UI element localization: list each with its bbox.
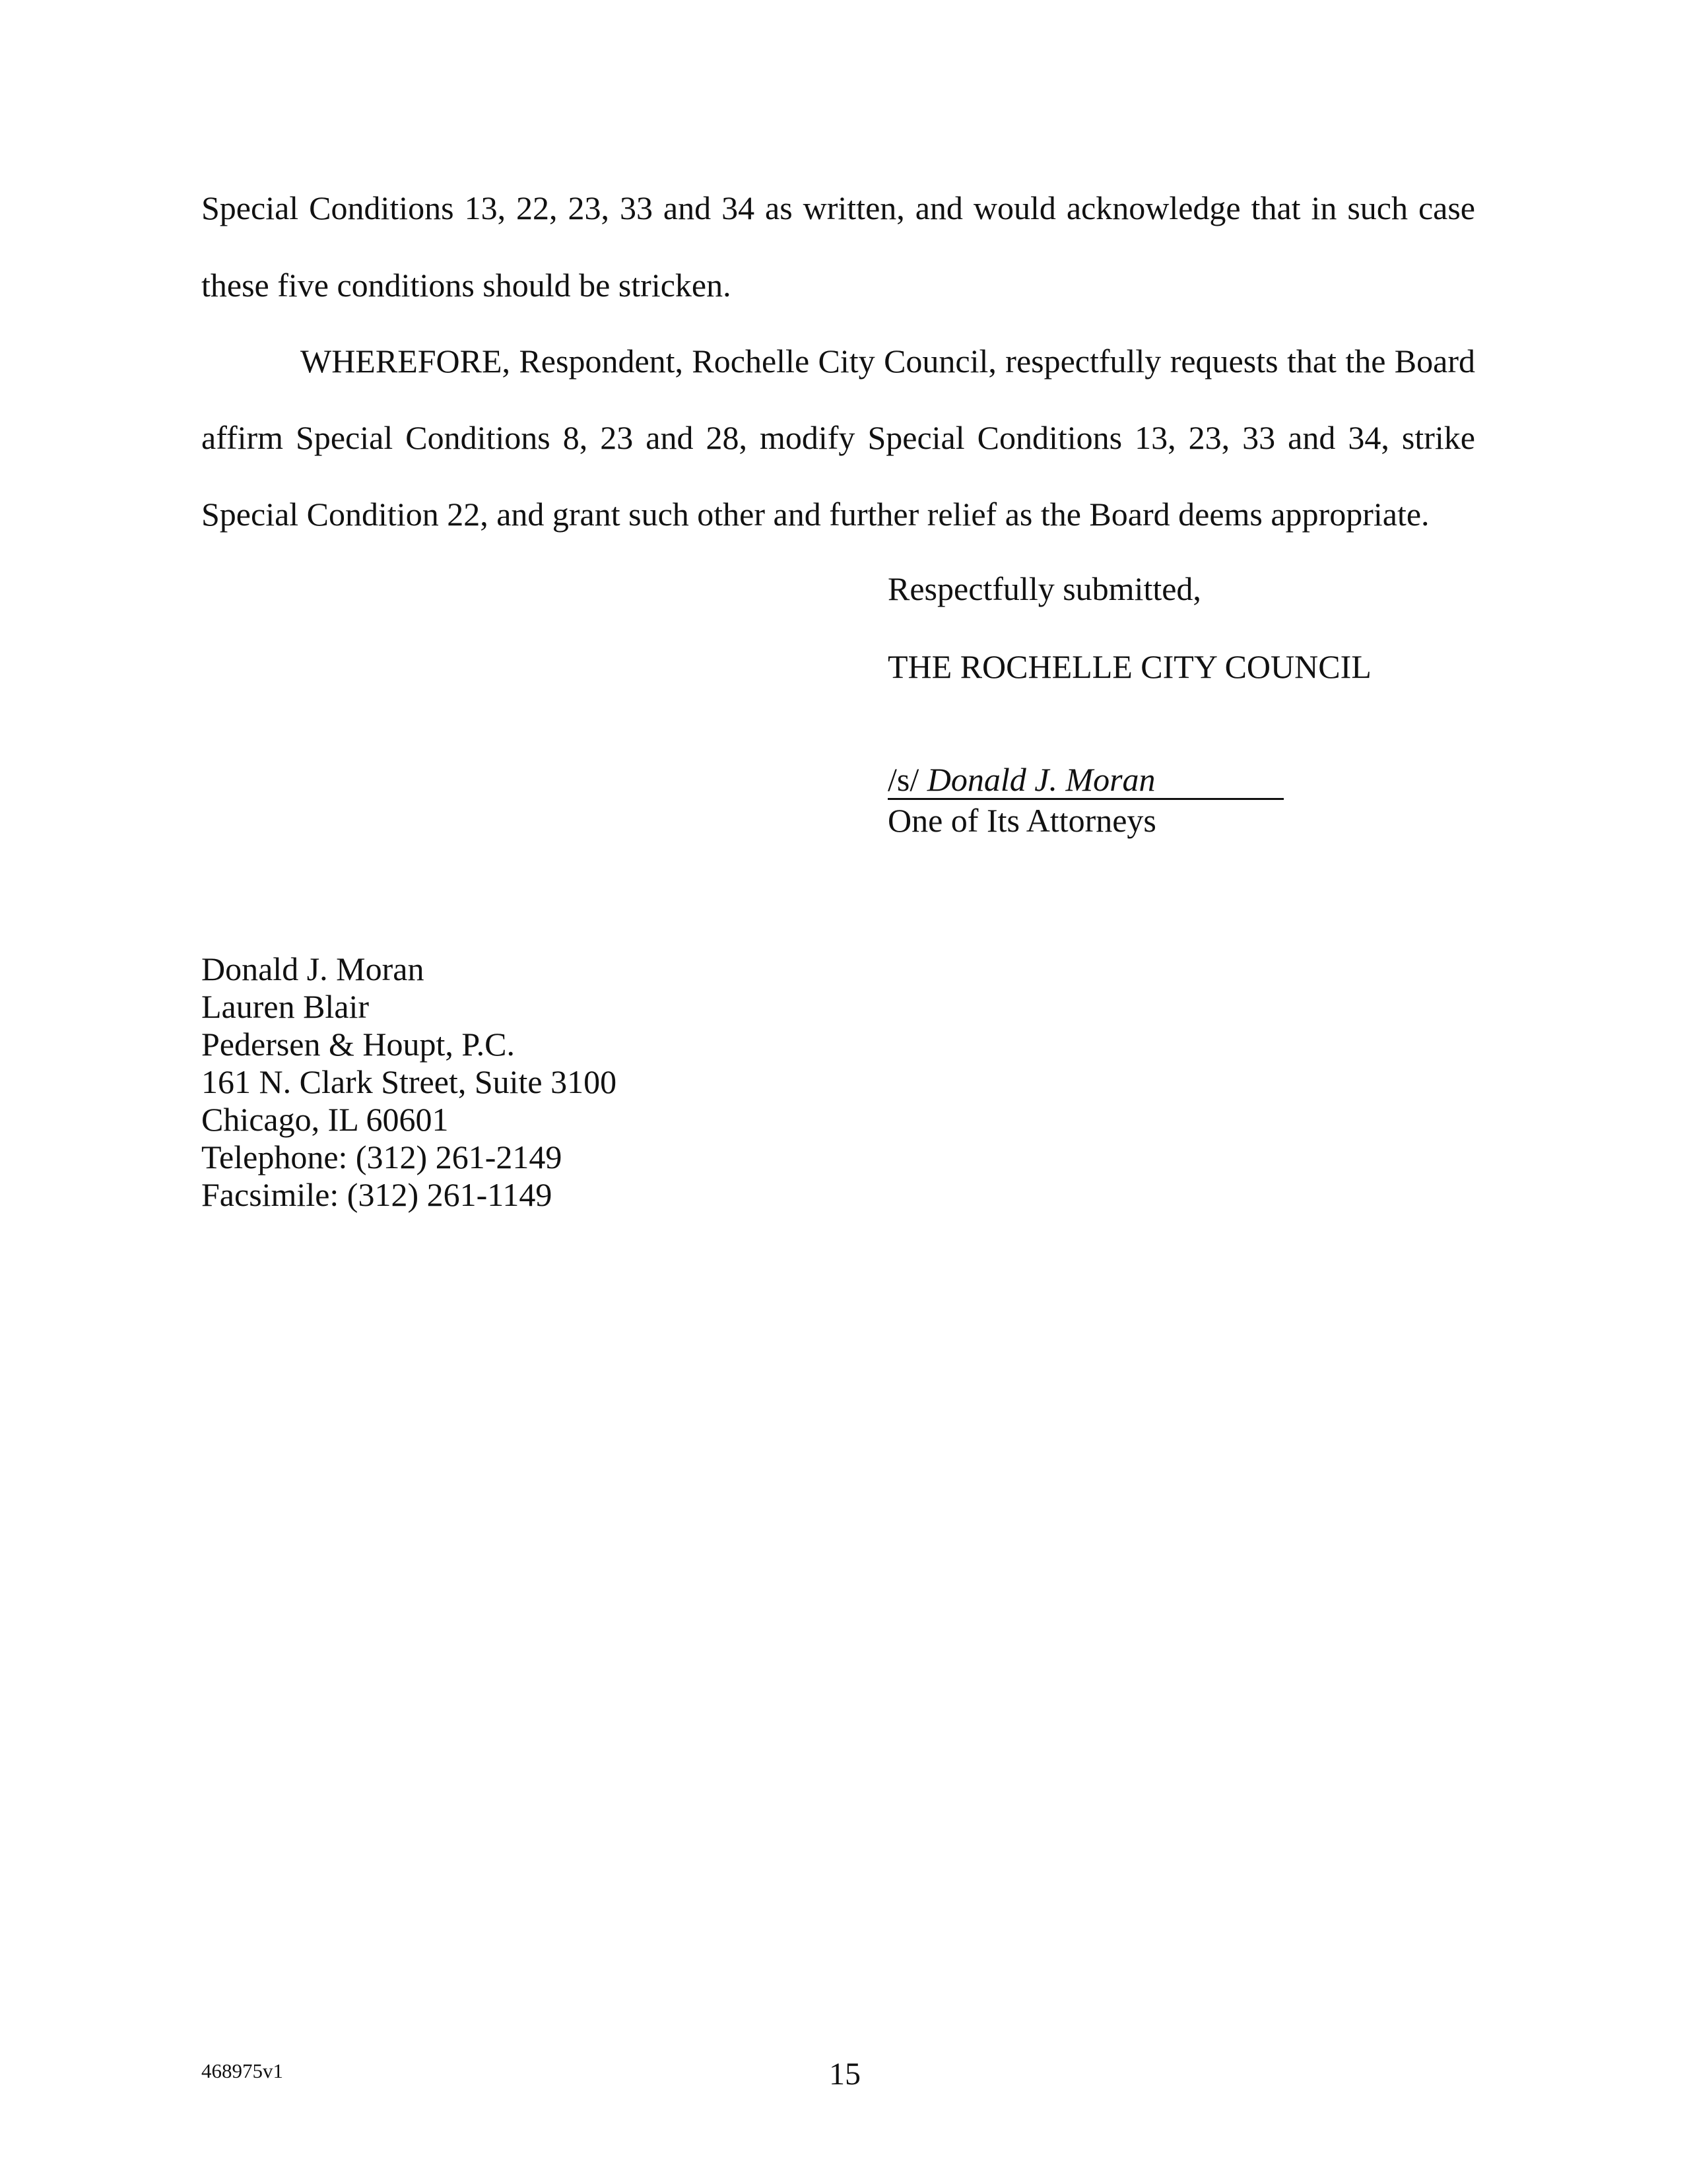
body-line-5: Special Condition 22, and grant such other and further relief as the Board deems appropriate. — [201, 496, 1430, 533]
address-line: Pedersen & Houpt, P.C. — [201, 1026, 515, 1063]
organization-name: THE ROCHELLE CITY COUNCIL — [888, 648, 1372, 685]
page-number: 15 — [829, 2057, 861, 2092]
document-id: 468975v1 — [201, 2059, 283, 2082]
signer-role: One of Its Attorneys — [888, 802, 1156, 839]
body-line-3: WHEREFORE, Respondent, Rochelle City Council, respectfully requests that the Board — [300, 343, 1475, 380]
address-line: Lauren Blair — [201, 988, 370, 1025]
address-line: Facsimile: (312) 261-1149 — [201, 1176, 552, 1213]
body-line-1: Special Conditions 13, 22, 23, 33 and 34 as written, and would acknowledge that in such case — [201, 189, 1475, 226]
address-line: 161 N. Clark Street, Suite 3100 — [201, 1063, 617, 1100]
signature-name: Donald J. Moran — [927, 761, 1156, 798]
body-line-2: these five conditions should be stricken. — [201, 267, 731, 304]
address-line: Donald J. Moran — [201, 950, 424, 987]
closing-text: Respectfully submitted, — [888, 570, 1201, 607]
body-line-4: affirm Special Conditions 8, 23 and 28, modify Special Conditions 13, 23, 33 and 34, strike — [201, 419, 1475, 456]
signature-prefix: /s/ — [888, 761, 919, 798]
address-block — [201, 950, 616, 1214]
address-line: Telephone: (312) 261-2149 — [201, 1139, 562, 1175]
signature-line — [888, 761, 1284, 800]
address-line: Chicago, IL 60601 — [201, 1101, 449, 1138]
